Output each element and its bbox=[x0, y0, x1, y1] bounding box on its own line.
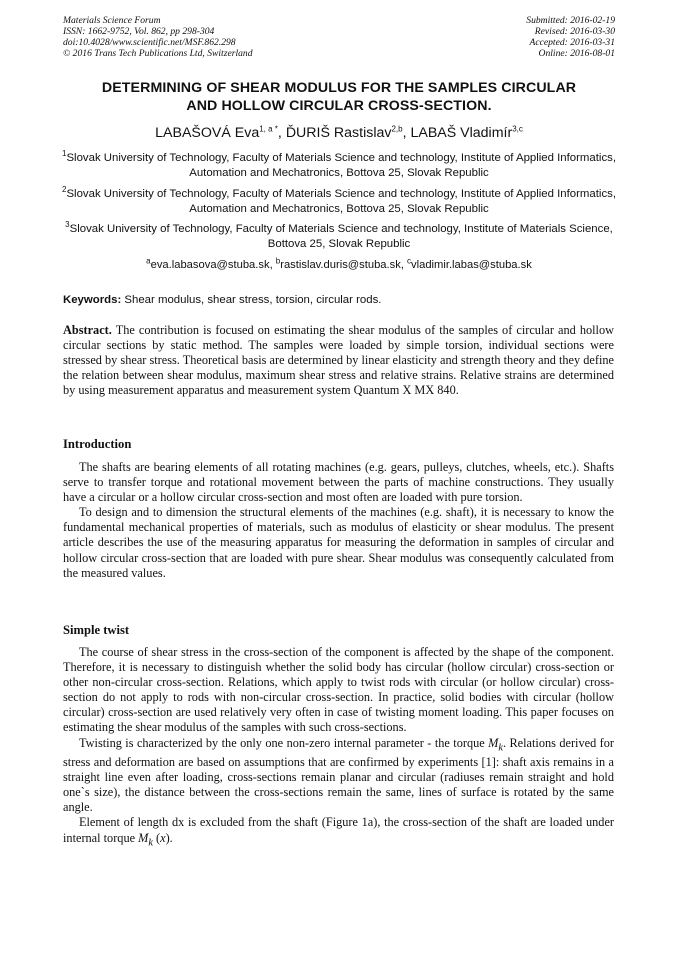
twist-p2-text: Twisting is characterized by the only one non-zero internal parameter - the torque bbox=[79, 735, 489, 750]
torque-symbol: M bbox=[488, 735, 499, 750]
author-affiliation-mark: 1, a * bbox=[259, 124, 278, 134]
title-line-2: AND HOLLOW CIRCULAR CROSS-SECTION. bbox=[186, 98, 492, 114]
keywords-label: Keywords: bbox=[63, 294, 122, 306]
author-affiliation-mark: 2,b bbox=[391, 124, 403, 134]
author-name: LABAŠ Vladimír bbox=[410, 125, 513, 141]
keywords-text: Shear modulus, shear stress, torsion, circular rods. bbox=[121, 294, 382, 306]
introduction-heading: Introduction bbox=[63, 437, 132, 451]
email-link[interactable]: vladimir.labas@stuba.sk bbox=[411, 259, 532, 271]
affiliation-mark: 1 bbox=[62, 149, 67, 159]
intro-paragraph-1: The shafts are bearing elements of all rotating machines (e.g. gears, pulleys, clutches, wheels, etc.). Shafts serve to transfer torque and rotational movement between the parts of machine constructions. They usually have a circular or a hollow circular cross-section and most often are loaded with pure torsion. bbox=[63, 460, 614, 505]
affiliation-mark: 3 bbox=[65, 220, 70, 230]
twist-paragraph-1: The course of shear stress in the cross-section of the component is affected by the shape of the component. Therefore, it is necessary to distinguish whether the solid body has circular (hollow circular) cross-section or other non-circular cross-section. Relations, which apply to twist rods with circular (or hollow circular) cross-section do not apply to rods with non-circular cross-section. In practice, solid bodies with circular (hollow circular) cross-section are used relatively very often in case of twisting moment loading. This paper focuses on estimating the shear modulus of the samples with such cross-sections. bbox=[63, 645, 614, 735]
email-mark: c bbox=[407, 256, 412, 266]
twist-paragraph-2 bbox=[63, 736, 614, 816]
date-online: Online: 2016-08-01 bbox=[538, 48, 615, 59]
email-link[interactable]: eva.labasova@stuba.sk bbox=[150, 259, 270, 271]
email-mark: b bbox=[275, 256, 281, 266]
abstract-label: Abstract. bbox=[63, 323, 112, 337]
intro-paragraph-2: To design and to dimension the structural elements of the machines (e.g. shaft), it is necessary to know the fundamental mechanical properties of materials, such as modulus of elasticity or shear modulus. The present article describes the use of the measuring apparatus for measuring the deformation in samples of circular and hollow circular cross-section that are loaded with pure shear. Shear modulus was consequently calculated from the measured values. bbox=[63, 505, 614, 580]
simple-twist-heading: Simple twist bbox=[63, 623, 130, 637]
paren-close: ). bbox=[165, 830, 173, 845]
author-separator: , bbox=[402, 125, 411, 141]
email-separator: , bbox=[269, 259, 276, 271]
title-line-1: DETERMINING OF SHEAR MODULUS FOR THE SAMPLES CIRCULAR bbox=[101, 80, 577, 96]
twist-p2-text-cont: . Relations derived for stress and deformation are based on assumptions that are confirmed by experiments [1]: shaft axis remains in a straight line even after loading, cross-sections remain planar and circular (radiuses remain straight and hold one`s size), the distance between the cross-sections remain the same, lines of surface is rotated by the same angle. bbox=[63, 735, 614, 815]
journal-name: Materials Science Forum bbox=[63, 15, 161, 26]
torque-subscript: k bbox=[148, 837, 153, 849]
journal-doi: doi:10.4028/www.scientific.net/MSF.862.298 bbox=[63, 37, 236, 48]
author-name: ĎURIŠ Rastislav bbox=[285, 125, 392, 141]
affiliation-3 bbox=[62, 222, 616, 252]
author-affiliation-mark: 3,c bbox=[512, 124, 523, 134]
twist-p3-text: Element of length dx is excluded from the shaft (Figure 1a), the cross-section of the shaft are loaded under internal torque bbox=[63, 815, 614, 845]
keywords bbox=[63, 293, 623, 307]
email-separator: , bbox=[400, 259, 408, 271]
simple-twist-body bbox=[63, 645, 614, 850]
journal-issn: ISSN: 1662-9752, Vol. 862, pp 298-304 bbox=[63, 26, 215, 37]
email-mark: a bbox=[146, 256, 151, 266]
journal-info bbox=[63, 15, 253, 59]
paren-open: ( bbox=[152, 830, 161, 845]
date-submitted: Submitted: 2016-02-19 bbox=[526, 15, 615, 26]
affiliation-2 bbox=[62, 187, 616, 217]
journal-copyright: © 2016 Trans Tech Publications Ltd, Switzerland bbox=[63, 48, 253, 59]
affiliation-mark: 2 bbox=[62, 185, 67, 195]
email-list bbox=[40, 258, 638, 272]
author-name: LABAŠOVÁ Eva bbox=[155, 125, 260, 141]
paper-title bbox=[40, 79, 638, 115]
twist-paragraph-3 bbox=[63, 815, 614, 850]
abstract-text: The contribution is focused on estimating the shear modulus of the samples of circular and hollow circular sections by static method. The samples were loaded by simple torsion, individual sections were stressed by shear stress. Theoretical basis are determined by linear elasticity and strength theory and they define the relation between shear modulus, maximum shear stress and relative strains. Relative strains are determined by using measurement apparatus and measurement system Quantum X MX 840. bbox=[63, 323, 614, 398]
affiliation-text: Slovak University of Technology, Faculty of Materials Science and technology, Institute of Materials Science, Bottova 25, Slovak Republic bbox=[69, 223, 613, 250]
email-link[interactable]: rastislav.duris@stuba.sk bbox=[280, 259, 401, 271]
torque-symbol: M bbox=[138, 830, 149, 845]
affiliation-text: Slovak University of Technology, Faculty of Materials Science and technology, Institute of Applied Informatics, Automation and Mechatronics, Bottova 25, Slovak Republic bbox=[66, 152, 617, 179]
submission-dates bbox=[526, 15, 615, 59]
author-list bbox=[40, 124, 638, 142]
abstract bbox=[63, 323, 614, 398]
author-separator: , bbox=[277, 125, 286, 141]
introduction-body bbox=[63, 460, 614, 581]
affiliation-1 bbox=[62, 151, 616, 181]
date-accepted: Accepted: 2016-03-31 bbox=[529, 37, 615, 48]
torque-subscript: k bbox=[498, 742, 503, 754]
affiliation-text: Slovak University of Technology, Faculty of Materials Science and technology, Institute of Applied Informatics, Automation and Mechatronics, Bottova 25, Slovak Republic bbox=[66, 188, 617, 215]
variable-x: x bbox=[160, 830, 166, 845]
date-revised: Revised: 2016-03-30 bbox=[534, 26, 615, 37]
